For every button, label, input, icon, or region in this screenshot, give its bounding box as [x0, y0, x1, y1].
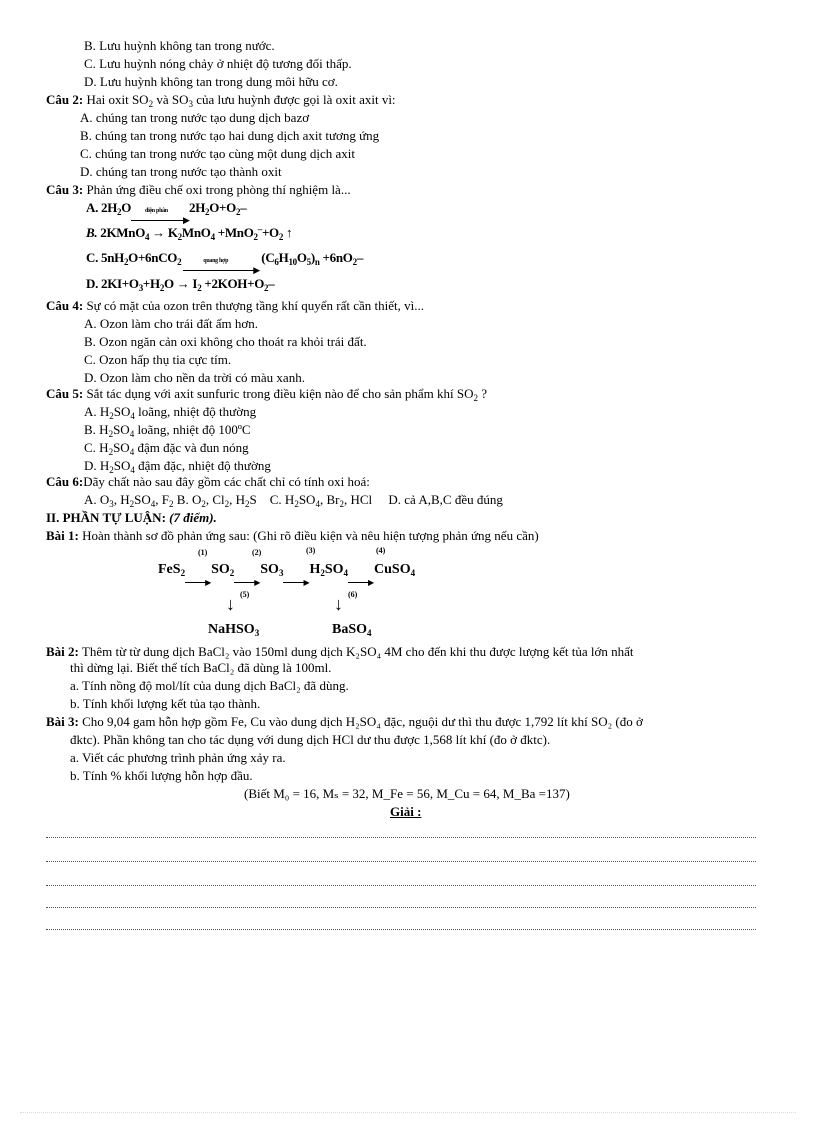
bai3-line1: Bài 3: Cho 9,04 gam hỗn hợp gồm Fe, Cu vào dung dịch H₂SO₄ đặc, nguội dư thì thu được 1,792 lít khí SO₂ (đo ở	[46, 714, 643, 729]
q6-label: Câu 6:	[46, 474, 84, 489]
bai2-option-a: a. Tính nồng độ mol/lít của dung dịch BaCl₂ đã dùng.	[70, 678, 349, 693]
scheme-main-line: FeS$_2$ ▶ $SO_2$ ▶ $SO_3$ ▶ $H_2SO_4$ ▶ CuSO$_4$	[158, 562, 416, 587]
q2-option-b: B. chúng tan trong nước tạo hai dung dịch axit tương ứng	[80, 128, 380, 143]
q3-option-d: D. $2KI+O_3+H_2O \to I_2 +2KOH+O_2-$	[86, 276, 275, 293]
q6-options: A. $O_3$, $H_2SO_4$, $F_2$ B. $O_2$, $Cl_2$, $H_2S$ C. $H_2SO_4$, $Br_2$, HCl D. cả A,B,C đều đúng	[84, 492, 503, 509]
step-3-label: (3)	[306, 546, 316, 555]
product-baso4: BaSO$_4$	[332, 622, 372, 638]
q2-option-d: D. chúng tan trong nước tạo thành oxit	[80, 164, 282, 179]
answer-line	[46, 836, 756, 838]
bai1-stem: Bài 1: Hoàn thành sơ đồ phản ứng sau: (Ghi rõ điều kiện và nêu hiện tượng phản ứng nếu cần)	[46, 528, 539, 543]
q3-option-b: B. 2KMnO$_4$ → $K_2MnO_4 +MnO_2^-+O_2$ ↑	[86, 224, 293, 242]
q2-stem: Câu 2: Hai oxit $SO_2$ và $SO_3$ của lưu huỳnh được gọi là oxit axit vì:	[46, 92, 396, 109]
answer-line	[46, 928, 756, 930]
q5-option-b: B. $H_2SO_4$ loãng, nhiệt độ 100ºC	[84, 422, 251, 439]
q5-label: Câu 5:	[46, 386, 84, 401]
q3-label: Câu 3:	[46, 182, 84, 197]
q2-option-a: A. chúng tan trong nước tạo dung dịch bazơ	[80, 110, 310, 125]
bai3-given-masses: (Biết M₀ = 16, Mₛ = 32, M_Fe = 56, M_Cu = 64, M_Ba =137)	[244, 786, 570, 801]
q1-option-b: B. Lưu huỳnh không tan trong nước.	[84, 38, 275, 53]
bai2-line2: thì dừng lại. Biết thể tích BaCl₂ đã dùng là 100ml.	[70, 660, 332, 675]
product-nahso3: NaHSO$_3$	[208, 622, 260, 638]
q4-stem: Câu 4: Sự có mặt của ozon trên thượng tầng khí quyển rất cần thiết, vì...	[46, 298, 425, 313]
q4-option-a: A. Ozon làm cho trái đất ấm hơn.	[84, 316, 259, 331]
q2-option-c: C. chúng tan trong nước tạo cùng một dung dịch axit	[80, 146, 355, 161]
q3-stem: Câu 3: Phản ứng điều chế oxi trong phòng thí nghiệm là...	[46, 182, 351, 197]
step-1-label: (1)	[198, 548, 208, 557]
bai2-line1: Bài 2: Thêm từ từ dung dịch BaCl₂ vào 150ml dung dịch K₂SO₄ 4M cho đến khi thu được lượng kết tủa lớn nhất	[46, 644, 634, 659]
q5-option-d: D. $H_2SO_4$ đậm đặc, nhiệt độ thường	[84, 458, 271, 475]
answer-line	[46, 906, 756, 908]
step-5-label: (5)	[240, 590, 250, 599]
bai3-option-a: a. Viết các phương trình phản ứng xảy ra.	[70, 750, 286, 765]
bai1-label: Bài 1:	[46, 528, 79, 543]
step-6-label: (6)	[348, 590, 358, 599]
q4-option-b: B. Ozon ngăn cản oxi không cho thoát ra khỏi trái đất.	[84, 334, 367, 349]
arrow-down-6-icon: ↓	[334, 594, 343, 614]
q3-option-a: A. $2H_2O$ điện phân ▶ $2H_2O+O_2-$	[86, 200, 247, 225]
q2-label: Câu 2:	[46, 92, 84, 107]
answer-line	[46, 884, 756, 886]
q1-option-c: C. Lưu huỳnh nóng chảy ở nhiệt độ tương đối thấp.	[84, 56, 352, 71]
bai2-option-b: b. Tính khối lượng kết tủa tạo thành.	[70, 696, 261, 711]
q5-stem: Câu 5: Sắt tác dụng với axit sunfuric trong điều kiện nào để cho sản phẩm khí $SO_2$ ?	[46, 386, 488, 403]
arrow-down-5-icon: ↓	[226, 594, 235, 614]
q4-label: Câu 4:	[46, 298, 84, 313]
page-bottom-rule	[20, 1112, 796, 1113]
step-2-label: (2)	[252, 548, 262, 557]
bai2-label: Bài 2:	[46, 644, 79, 659]
q5-option-a: A. $H_2SO_4$ loãng, nhiệt độ thường	[84, 404, 257, 421]
q5-option-c: C. $H_2SO_4$ đậm đặc và đun nóng	[84, 440, 249, 457]
q6-stem: Câu 6:Dãy chất nào sau đây gồm các chất chỉ có tính oxi hoá:	[46, 474, 370, 489]
bai3-line2: đktc). Phần không tan cho tác dụng với dung dịch HCl dư thu được 1,568 lít khí (đo ở đktc).	[70, 732, 551, 747]
solution-heading: Giải :	[390, 804, 422, 819]
bai3-option-b: b. Tính % khối lượng hỗn hợp đầu.	[70, 768, 253, 783]
q4-option-c: C. Ozon hấp thụ tia cực tím.	[84, 352, 232, 367]
bai3-label: Bài 3:	[46, 714, 79, 729]
q3-option-c: C. $5nH_2O+6nCO_2$ quang hợp ▶ $(C_6H_{10}O_5)_n +6nO_2-$	[86, 250, 364, 275]
part2-heading: II. PHẦN TỰ LUẬN: (7 điểm).	[46, 510, 217, 525]
q1-option-d: D. Lưu huỳnh không tan trong dung môi hữu cơ.	[84, 74, 338, 89]
step-4-label: (4)	[376, 546, 386, 555]
answer-line	[46, 860, 756, 862]
q4-option-d: D. Ozon làm cho nền da trời có màu xanh.	[84, 370, 305, 385]
